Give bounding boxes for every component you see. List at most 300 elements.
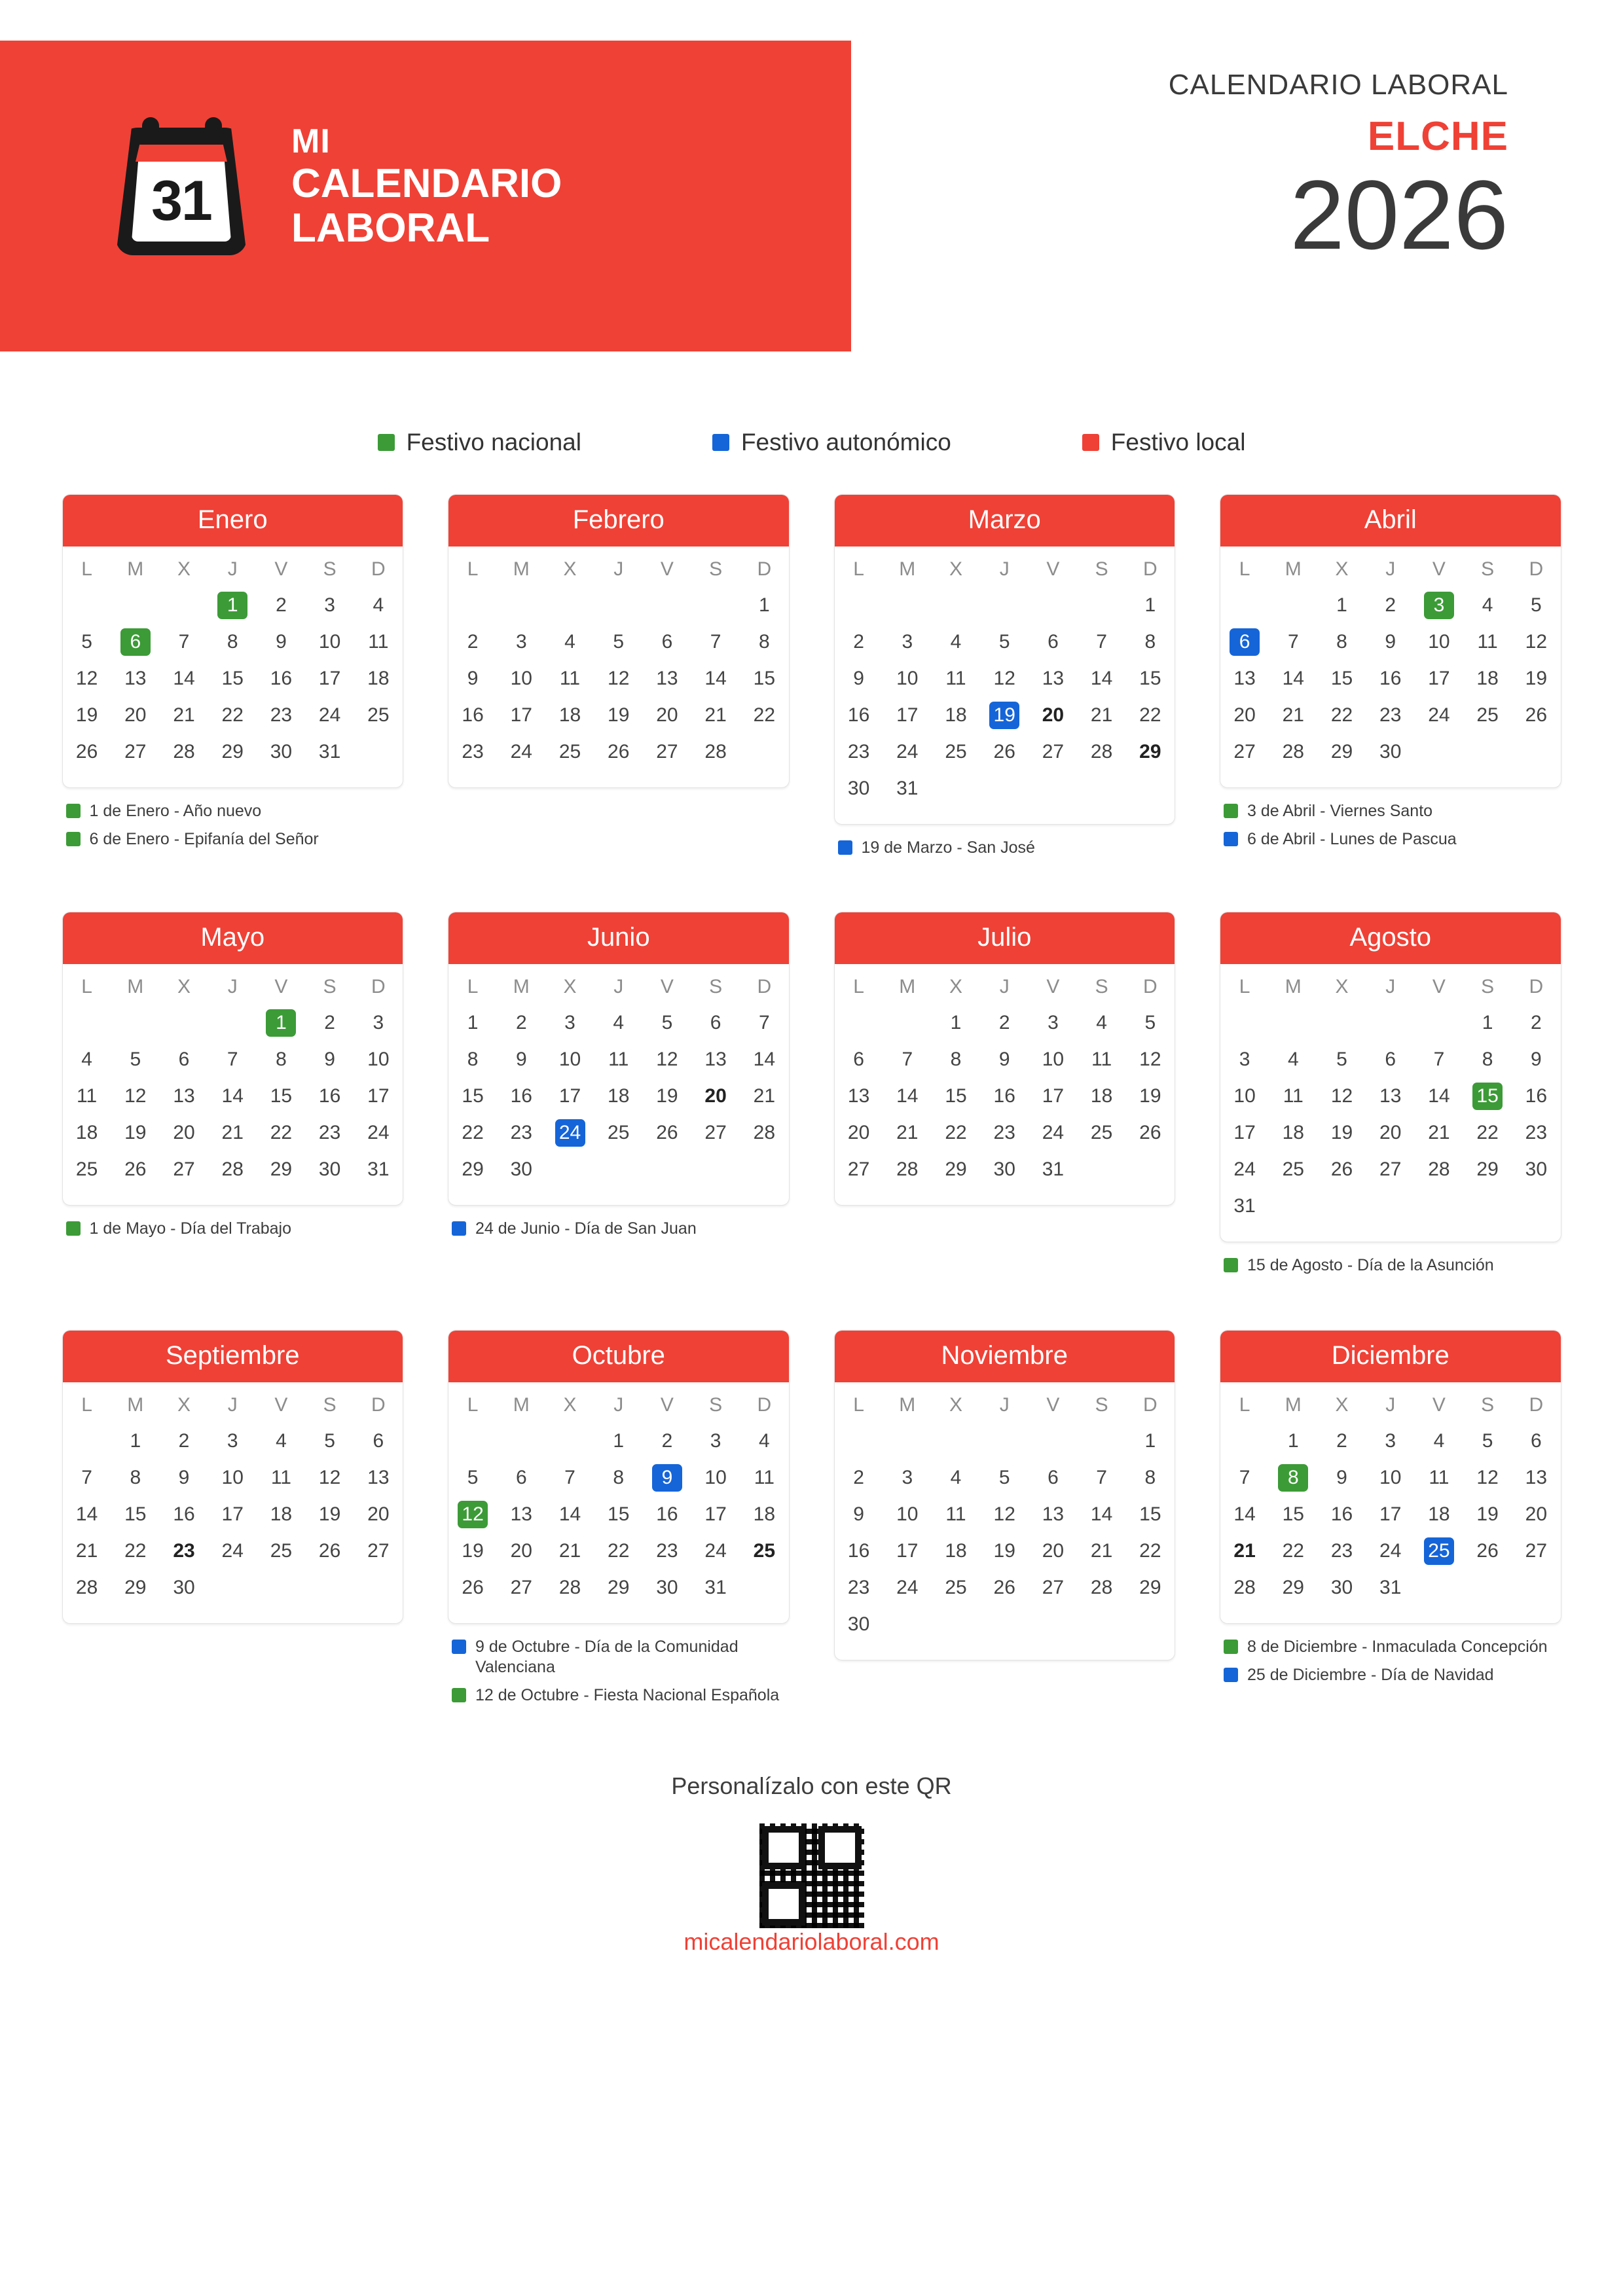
day-cell: 9	[178, 1466, 190, 1488]
empty-day-cell	[883, 587, 932, 624]
empty-day-cell	[740, 1151, 788, 1188]
day-cell: 19	[1476, 1503, 1499, 1525]
note-text: 24 de Junio - Día de San Juan	[475, 1219, 697, 1238]
week-row	[835, 1423, 1175, 1460]
day-cell: 2	[661, 1429, 673, 1452]
week-row	[835, 770, 1175, 807]
day-cell: 2	[853, 631, 864, 653]
holiday-day-cell	[545, 1115, 594, 1151]
note-swatch-icon	[1224, 832, 1238, 846]
day-cell: 28	[221, 1158, 244, 1181]
day-cell: 8	[467, 1049, 479, 1071]
week-row	[448, 1041, 789, 1078]
day-cell: 16	[847, 704, 870, 726]
weekday-header: X	[949, 1393, 963, 1416]
weekday-header: L	[1239, 976, 1250, 998]
day-cell: 27	[510, 1576, 532, 1598]
day-cell: 14	[704, 668, 727, 689]
day-cell: 29	[270, 1158, 293, 1181]
weekday-header: D	[757, 976, 772, 998]
day-cell: 13	[367, 1466, 390, 1488]
empty-day-cell	[257, 1570, 305, 1606]
day-cell: 13	[1042, 1503, 1065, 1525]
day-cell: 28	[896, 1158, 919, 1181]
day-cell: 14	[558, 1503, 581, 1525]
day-cell: 4	[373, 594, 384, 616]
day-cell: 31	[1042, 1158, 1065, 1181]
day-cell: 5	[1482, 1429, 1493, 1452]
day-cell: 27	[704, 1122, 727, 1144]
empty-day-cell	[980, 587, 1029, 624]
day-cell: 20	[1042, 1539, 1065, 1562]
month-notes	[62, 1219, 404, 1239]
week-row	[835, 734, 1175, 770]
weekday-header: L	[81, 976, 92, 998]
week-row	[1220, 660, 1561, 697]
day-cell: 26	[75, 741, 98, 762]
empty-day-cell	[691, 1151, 740, 1188]
day-cell: 19	[608, 704, 630, 726]
week-row	[448, 1496, 789, 1533]
day-number: 19	[989, 702, 1019, 729]
day-cell: 5	[130, 1049, 141, 1071]
month-card-agosto	[1220, 912, 1561, 1242]
day-cell: 18	[75, 1122, 98, 1144]
week-row	[1220, 697, 1561, 734]
day-cell: 9	[324, 1049, 335, 1071]
day-cell: 12	[656, 1049, 678, 1071]
empty-day-cell	[1269, 587, 1317, 624]
day-cell: 29	[124, 1576, 147, 1598]
month-cell	[834, 912, 1176, 1283]
holiday-day-cell	[740, 1533, 788, 1570]
day-cell: 2	[276, 594, 287, 616]
day-cell: 14	[1233, 1503, 1256, 1525]
day-cell: 16	[847, 1539, 870, 1562]
month-cell	[62, 1330, 404, 1714]
holiday-day-cell	[643, 1460, 691, 1496]
empty-day-cell	[643, 587, 691, 624]
day-cell: 27	[1042, 741, 1065, 762]
day-cell: 30	[1379, 741, 1402, 762]
holiday-note	[1224, 1637, 1561, 1657]
day-cell: 21	[1090, 704, 1113, 726]
weekday-header: D	[1143, 1393, 1158, 1416]
day-cell: 3	[564, 1012, 575, 1034]
day-cell: 11	[1477, 631, 1498, 653]
calendar-icon	[101, 108, 265, 265]
day-cell: 8	[227, 631, 238, 653]
day-cell: 24	[318, 704, 341, 726]
note-text: 6 de Abril - Lunes de Pascua	[1247, 830, 1457, 849]
day-cell: 11	[368, 631, 389, 653]
holiday-day-cell	[1269, 1460, 1317, 1496]
day-cell: 1	[1287, 1429, 1299, 1452]
month-title: Noviembre	[835, 1331, 1175, 1382]
day-cell: 30	[656, 1576, 678, 1598]
week-row	[1220, 1078, 1561, 1115]
legend-swatch-icon	[712, 434, 729, 451]
day-cell: 27	[173, 1158, 195, 1181]
month-cell	[62, 912, 404, 1283]
week-row	[63, 1078, 403, 1115]
day-cell: 4	[1096, 1012, 1107, 1034]
holiday-day-cell	[160, 1533, 208, 1570]
day-cell: 13	[1379, 1085, 1402, 1107]
page-footer	[0, 1772, 1623, 1956]
holiday-note	[452, 1219, 790, 1239]
week-row	[63, 624, 403, 660]
weekday-header: V	[1432, 558, 1446, 580]
day-cell: 21	[75, 1539, 98, 1562]
day-cell: 17	[318, 668, 341, 689]
day-cell: 13	[1525, 1466, 1548, 1488]
day-cell: 24	[510, 741, 532, 762]
legend-label: Festivo local	[1110, 429, 1246, 456]
week-row	[1220, 1460, 1561, 1496]
empty-day-cell	[1078, 1151, 1126, 1188]
weekday-header: M	[899, 558, 916, 580]
month-title: Enero	[63, 495, 403, 547]
day-cell: 21	[1282, 704, 1304, 726]
empty-day-cell	[740, 734, 788, 770]
weekday-header: L	[853, 976, 864, 998]
month-card-abril	[1220, 494, 1561, 788]
empty-day-cell	[63, 1005, 111, 1041]
day-cell: 30	[510, 1158, 532, 1181]
day-cell: 13	[656, 668, 678, 689]
week-row	[1220, 1496, 1561, 1533]
brand-line-3: LABORAL	[291, 206, 490, 251]
weekday-header: M	[1285, 1393, 1302, 1416]
week-row	[835, 1606, 1175, 1643]
month-table	[835, 964, 1175, 1188]
weekday-header: J	[999, 976, 1010, 998]
week-row	[448, 1078, 789, 1115]
empty-day-cell	[208, 1005, 257, 1041]
day-number: 6	[1230, 628, 1260, 656]
empty-day-cell	[1512, 1188, 1560, 1225]
month-cell	[62, 494, 404, 866]
day-cell: 29	[945, 1158, 967, 1181]
day-cell: 25	[558, 741, 581, 762]
day-number: 12	[458, 1501, 488, 1528]
day-cell: 16	[993, 1085, 1015, 1107]
weekday-header: L	[467, 1393, 479, 1416]
day-cell: 25	[367, 704, 390, 726]
day-cell: 5	[467, 1466, 479, 1488]
day-cell: 24	[1233, 1158, 1256, 1181]
weekday-header: D	[1143, 558, 1158, 580]
day-cell: 9	[853, 1503, 864, 1525]
legend-swatch-icon	[1082, 434, 1099, 451]
day-cell: 10	[1379, 1466, 1402, 1488]
day-cell: 16	[270, 668, 293, 689]
day-cell: 3	[1239, 1049, 1250, 1071]
week-row	[835, 660, 1175, 697]
day-cell: 23	[847, 741, 870, 762]
day-cell: 21	[896, 1122, 919, 1144]
week-row	[835, 1041, 1175, 1078]
day-cell: 12	[1139, 1049, 1161, 1071]
weekday-header: L	[1239, 1393, 1250, 1416]
day-cell: 3	[710, 1429, 721, 1452]
day-number: 24	[555, 1119, 585, 1147]
day-cell: 12	[1476, 1466, 1499, 1488]
week-row	[63, 1423, 403, 1460]
day-cell: 29	[1139, 1576, 1161, 1598]
day-cell: 23	[510, 1122, 532, 1144]
day-cell: 31	[367, 1158, 390, 1181]
day-cell: 13	[704, 1049, 727, 1071]
day-cell: 2	[467, 631, 479, 653]
day-cell: 17	[1233, 1122, 1256, 1144]
holiday-day-cell	[980, 697, 1029, 734]
day-cell: 20	[1233, 704, 1256, 726]
row-spacer	[62, 866, 1561, 912]
holiday-day-cell	[1220, 1533, 1269, 1570]
month-title: Mayo	[63, 912, 403, 964]
day-cell: 22	[124, 1539, 147, 1562]
day-cell: 3	[373, 1012, 384, 1034]
month-table	[448, 547, 789, 770]
day-cell: 27	[656, 741, 678, 762]
weekday-header: X	[563, 976, 577, 998]
day-cell: 1	[613, 1429, 625, 1452]
day-cell: 31	[1379, 1576, 1402, 1598]
day-cell: 5	[324, 1429, 335, 1452]
day-cell: 5	[1531, 594, 1542, 616]
week-row	[63, 1496, 403, 1533]
day-cell: 17	[1379, 1503, 1402, 1525]
day-cell: 3	[902, 1466, 913, 1488]
day-cell: 26	[1476, 1539, 1499, 1562]
note-text: 1 de Mayo - Día del Trabajo	[89, 1219, 291, 1238]
day-cell: 24	[1428, 704, 1450, 726]
week-row	[835, 1115, 1175, 1151]
empty-day-cell	[545, 587, 594, 624]
day-cell: 4	[564, 631, 575, 653]
day-cell: 26	[656, 1122, 678, 1144]
weekday-header: S	[709, 976, 723, 998]
weekday-header: J	[227, 558, 238, 580]
month-cell	[834, 1330, 1176, 1714]
day-cell: 26	[1139, 1122, 1161, 1144]
note-swatch-icon	[1224, 1640, 1238, 1654]
empty-day-cell	[1366, 1005, 1415, 1041]
header-year: 2026	[1290, 160, 1508, 270]
week-row	[835, 1460, 1175, 1496]
week-row	[63, 697, 403, 734]
day-cell: 25	[1090, 1122, 1113, 1144]
day-number: 8	[1278, 1464, 1308, 1492]
day-cell: 18	[1090, 1085, 1113, 1107]
day-number: 15	[1472, 1083, 1503, 1110]
week-row	[63, 1005, 403, 1041]
empty-day-cell	[932, 1606, 980, 1643]
day-cell: 24	[896, 741, 919, 762]
weekday-header: L	[1239, 558, 1250, 580]
week-row	[1220, 1005, 1561, 1041]
day-cell: 16	[656, 1503, 678, 1525]
day-cell: 26	[124, 1158, 147, 1181]
weekday-header: X	[949, 976, 963, 998]
holiday-note	[452, 1685, 790, 1706]
day-cell: 27	[367, 1539, 390, 1562]
weekday-header: D	[1529, 976, 1544, 998]
day-cell: 14	[173, 668, 195, 689]
week-row	[835, 1496, 1175, 1533]
day-cell: 17	[1042, 1085, 1065, 1107]
day-cell: 9	[1531, 1049, 1542, 1071]
day-cell: 18	[1282, 1122, 1304, 1144]
weekday-header: X	[1335, 976, 1349, 998]
empty-day-cell	[932, 587, 980, 624]
day-cell: 30	[173, 1576, 195, 1598]
weekday-header: S	[709, 1393, 723, 1416]
day-cell: 4	[950, 631, 962, 653]
month-card-enero	[62, 494, 404, 788]
week-row	[1220, 624, 1561, 660]
month-cell	[448, 1330, 790, 1714]
day-cell: 1	[759, 594, 770, 616]
day-cell: 21	[753, 1085, 776, 1107]
month-table	[1220, 964, 1561, 1225]
weekday-header: L	[81, 1393, 92, 1416]
day-cell: 1	[1144, 1429, 1156, 1452]
day-cell: 12	[318, 1466, 341, 1488]
day-cell: 23	[1525, 1122, 1548, 1144]
week-row	[448, 1423, 789, 1460]
day-cell: 8	[1144, 631, 1156, 653]
empty-day-cell	[835, 1005, 883, 1041]
holiday-note	[1224, 829, 1561, 850]
day-cell: 19	[462, 1539, 484, 1562]
week-row	[448, 1460, 789, 1496]
day-cell: 23	[656, 1539, 678, 1562]
day-cell: 11	[270, 1466, 291, 1488]
day-cell: 24	[1379, 1539, 1402, 1562]
day-cell: 20	[1525, 1503, 1548, 1525]
holiday-day-cell	[1463, 1078, 1512, 1115]
weekday-header: D	[1143, 976, 1158, 998]
day-cell: 6	[710, 1012, 721, 1034]
weekday-header: D	[371, 558, 386, 580]
month-title: Diciembre	[1220, 1331, 1561, 1382]
day-cell: 25	[75, 1158, 98, 1181]
day-cell: 4	[1433, 1429, 1445, 1452]
day-cell: 22	[462, 1122, 484, 1144]
day-cell: 11	[945, 1503, 966, 1525]
day-cell: 7	[564, 1466, 575, 1488]
day-cell: 19	[318, 1503, 341, 1525]
day-cell: 27	[124, 741, 147, 762]
month-table	[448, 964, 789, 1188]
day-cell: 22	[753, 704, 776, 726]
website-link[interactable]: micalendariolaboral.com	[684, 1928, 939, 1956]
empty-day-cell	[111, 1005, 160, 1041]
day-cell: 10	[704, 1466, 727, 1488]
empty-day-cell	[1415, 1005, 1463, 1041]
week-row	[835, 1005, 1175, 1041]
day-cell: 9	[1385, 631, 1396, 653]
holiday-day-cell	[1126, 734, 1175, 770]
day-cell: 10	[1233, 1085, 1256, 1107]
day-cell: 30	[1330, 1576, 1353, 1598]
empty-day-cell	[1029, 1423, 1077, 1460]
month-card-mayo	[62, 912, 404, 1206]
day-cell: 31	[318, 741, 341, 762]
week-row	[835, 1078, 1175, 1115]
weekday-header: V	[1046, 558, 1060, 580]
day-cell: 5	[81, 631, 92, 653]
holiday-day-cell	[1029, 697, 1077, 734]
month-cell	[1220, 1330, 1561, 1714]
week-row	[448, 1151, 789, 1188]
day-cell: 18	[558, 704, 581, 726]
day-cell: 27	[1042, 1576, 1065, 1598]
day-cell: 15	[608, 1503, 630, 1525]
day-cell: 22	[221, 704, 244, 726]
day-cell: 7	[1287, 631, 1299, 653]
day-cell: 25	[270, 1539, 293, 1562]
day-cell: 18	[945, 1539, 967, 1562]
empty-day-cell	[1317, 1005, 1366, 1041]
empty-day-cell	[1317, 1188, 1366, 1225]
day-cell: 21	[1090, 1539, 1113, 1562]
day-cell: 1	[950, 1012, 962, 1034]
holiday-day-cell	[111, 624, 160, 660]
day-cell: 10	[510, 668, 532, 689]
empty-day-cell	[111, 587, 160, 624]
weekday-header: V	[274, 1393, 288, 1416]
day-cell: 29	[1476, 1158, 1499, 1181]
day-cell: 30	[318, 1158, 341, 1181]
day-cell: 7	[759, 1012, 770, 1034]
day-cell: 28	[704, 741, 727, 762]
day-cell: 12	[993, 668, 1015, 689]
weekday-header: S	[1481, 1393, 1495, 1416]
note-text: 9 de Octubre - Día de la Comunidad Valenciana	[475, 1637, 739, 1676]
note-swatch-icon	[838, 840, 852, 855]
day-cell: 23	[318, 1122, 341, 1144]
day-cell: 14	[1282, 668, 1304, 689]
day-cell: 20	[510, 1539, 532, 1562]
holiday-day-cell	[257, 1005, 305, 1041]
day-cell: 18	[1476, 668, 1499, 689]
month-table	[1220, 547, 1561, 770]
day-cell: 16	[1379, 668, 1402, 689]
month-notes	[448, 1637, 790, 1706]
note-swatch-icon	[1224, 1258, 1238, 1272]
day-cell: 6	[373, 1429, 384, 1452]
weekday-header: S	[323, 976, 337, 998]
day-cell: 8	[1144, 1466, 1156, 1488]
day-cell: 3	[1385, 1429, 1396, 1452]
weekday-header: V	[660, 558, 674, 580]
day-cell: 17	[367, 1085, 390, 1107]
weekday-header: L	[81, 558, 92, 580]
empty-day-cell	[643, 1151, 691, 1188]
week-row	[835, 587, 1175, 624]
day-cell: 24	[704, 1539, 727, 1562]
day-cell: 11	[1283, 1085, 1304, 1107]
day-cell: 3	[515, 631, 527, 653]
day-cell: 3	[1048, 1012, 1059, 1034]
week-row	[1220, 1570, 1561, 1606]
day-cell: 12	[1525, 631, 1548, 653]
day-cell: 21	[173, 704, 195, 726]
